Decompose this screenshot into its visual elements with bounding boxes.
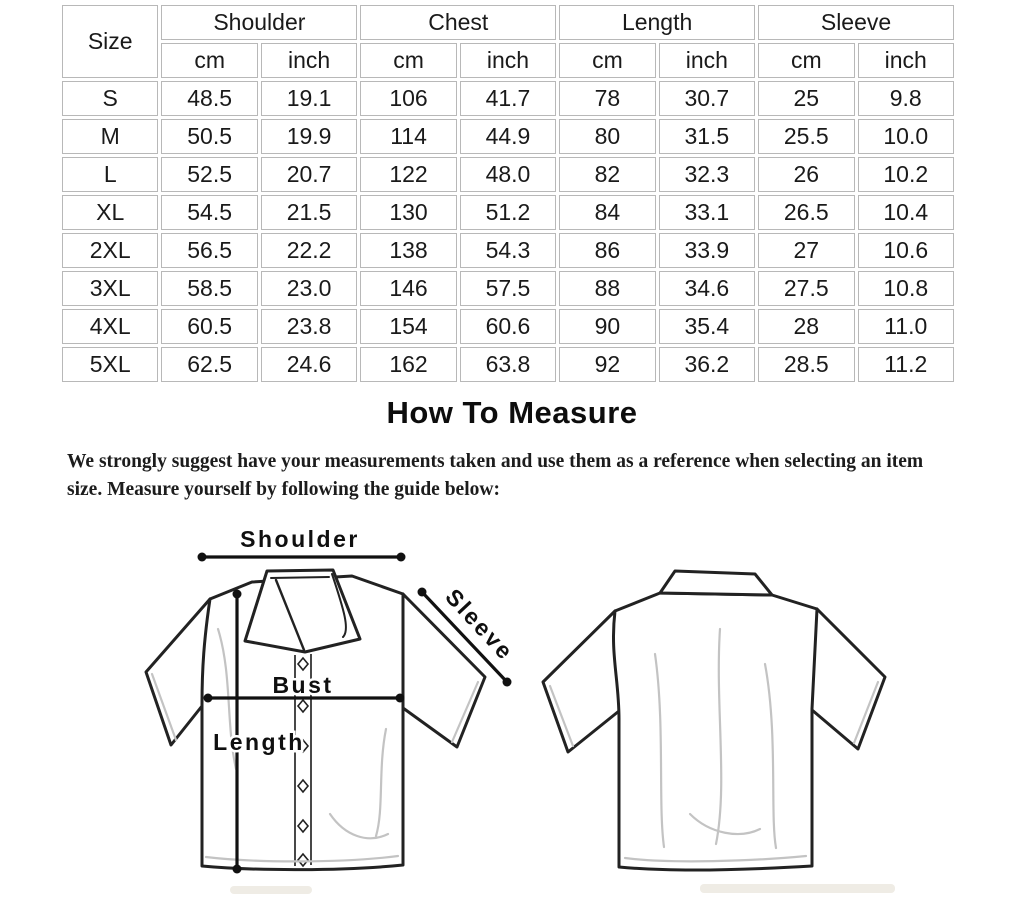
measurement-cell: 11.0 (858, 309, 955, 344)
measurement-cell: 26 (758, 157, 854, 192)
size-row-5XL (62, 347, 954, 382)
shoulder-label: Shoulder (240, 525, 360, 552)
measurement-cell: 146 (360, 271, 456, 306)
measurement-cell: 80 (559, 119, 655, 154)
size-label-cell: M (62, 119, 158, 154)
measurement-cell: 36.2 (659, 347, 755, 382)
measurement-cell: 27 (758, 233, 854, 268)
measurement-cell: 25 (758, 81, 854, 116)
unit-header-sleeve-cm: cm (758, 43, 854, 78)
measurement-cell: 10.2 (858, 157, 955, 192)
measurement-cell: 25.5 (758, 119, 854, 154)
back-shirt-shadow (700, 884, 895, 893)
measurement-cell: 54.5 (161, 195, 257, 230)
size-row-S (62, 81, 954, 116)
size-table (59, 2, 957, 385)
measurement-cell: 19.1 (261, 81, 357, 116)
unit-header-length-cm: cm (559, 43, 655, 78)
length-label: Length (213, 728, 305, 755)
measurement-cell: 32.3 (659, 157, 755, 192)
measurement-cell: 60.6 (460, 309, 556, 344)
measurement-cell: 20.7 (261, 157, 357, 192)
measurement-cell: 35.4 (659, 309, 755, 344)
measurement-cell: 23.8 (261, 309, 357, 344)
sleeve-label: Sleeve (440, 583, 520, 666)
size-row-4XL (62, 309, 954, 344)
measure-instructions: We strongly suggest have your measurements taken and use them as a reference when selecting an item size. Measure yourself by following the guide below: (67, 451, 924, 501)
measurement-cell: 63.8 (460, 347, 556, 382)
measurement-cell: 31.5 (659, 119, 755, 154)
measurement-cell: 88 (559, 271, 655, 306)
measurement-cell: 10.8 (858, 271, 955, 306)
measurement-cell: 10.6 (858, 233, 955, 268)
measurement-cell: 10.0 (858, 119, 955, 154)
size-label-cell: 4XL (62, 309, 158, 344)
measurement-cell: 19.9 (261, 119, 357, 154)
measurement-cell: 34.6 (659, 271, 755, 306)
size-label-cell: 2XL (62, 233, 158, 268)
front-shirt-shadow (230, 886, 312, 894)
measurement-cell: 130 (360, 195, 456, 230)
measurement-cell: 138 (360, 233, 456, 268)
measurement-cell: 33.9 (659, 233, 755, 268)
front-shirt-outline (146, 570, 485, 870)
bust-label: Bust (272, 671, 334, 698)
measurement-cell: 44.9 (460, 119, 556, 154)
col-header-length: Length (559, 5, 755, 40)
measurement-cell: 26.5 (758, 195, 854, 230)
measurement-cell: 10.4 (858, 195, 955, 230)
size-row-2XL (62, 233, 954, 268)
measurement-cell: 24.6 (261, 347, 357, 382)
measurement-cell: 57.5 (460, 271, 556, 306)
unit-header-shoulder-cm: cm (161, 43, 257, 78)
col-header-shoulder: Shoulder (161, 5, 357, 40)
measurement-cell: 27.5 (758, 271, 854, 306)
measurement-cell: 60.5 (161, 309, 257, 344)
measurement-cell: 106 (360, 81, 456, 116)
size-chart-page (0, 2, 1024, 899)
measurement-cell: 41.7 (460, 81, 556, 116)
size-label-cell: L (62, 157, 158, 192)
unit-header-length-inch: inch (659, 43, 755, 78)
measurement-cell: 56.5 (161, 233, 257, 268)
measurement-cell: 84 (559, 195, 655, 230)
size-label-cell: 3XL (62, 271, 158, 306)
measurement-cell: 154 (360, 309, 456, 344)
measurement-cell: 62.5 (161, 347, 257, 382)
how-to-measure-heading: How To Measure (386, 395, 638, 430)
measurement-cell: 86 (559, 233, 655, 268)
measurement-cell: 9.8 (858, 81, 955, 116)
measurement-cell: 11.2 (858, 347, 955, 382)
shoulder-measure-line (198, 552, 406, 561)
size-row-XL (62, 195, 954, 230)
size-row-L (62, 157, 954, 192)
measurement-cell: 48.5 (161, 81, 257, 116)
measurement-cell: 23.0 (261, 271, 357, 306)
measurement-cell: 21.5 (261, 195, 357, 230)
measure-diagram-area (0, 514, 1024, 899)
measurement-cell: 162 (360, 347, 456, 382)
measurement-cell: 78 (559, 81, 655, 116)
measurement-cell: 30.7 (659, 81, 755, 116)
measurement-cell: 82 (559, 157, 655, 192)
size-row-3XL (62, 271, 954, 306)
measurement-cell: 51.2 (460, 195, 556, 230)
size-table-body (62, 81, 954, 382)
measurement-cell: 58.5 (161, 271, 257, 306)
front-shirt-diagram (140, 514, 520, 879)
col-header-chest: Chest (360, 5, 556, 40)
measurement-cell: 28 (758, 309, 854, 344)
measurement-cell: 48.0 (460, 157, 556, 192)
col-header-size: Size (62, 5, 158, 78)
measurement-cell: 28.5 (758, 347, 854, 382)
unit-header-shoulder-inch: inch (261, 43, 357, 78)
measurement-cell: 90 (559, 309, 655, 344)
measurement-cell: 33.1 (659, 195, 755, 230)
size-label-cell: S (62, 81, 158, 116)
size-table-header (62, 5, 954, 78)
unit-header-sleeve-inch: inch (858, 43, 955, 78)
unit-header-chest-cm: cm (360, 43, 456, 78)
measurement-cell: 22.2 (261, 233, 357, 268)
measurement-cell: 52.5 (161, 157, 257, 192)
measurement-cell: 54.3 (460, 233, 556, 268)
size-row-M (62, 119, 954, 154)
measurement-cell: 92 (559, 347, 655, 382)
back-shirt-diagram (540, 514, 1000, 879)
unit-header-chest-inch: inch (460, 43, 556, 78)
measurement-cell: 50.5 (161, 119, 257, 154)
col-header-sleeve: Sleeve (758, 5, 954, 40)
back-shirt-outline (543, 571, 885, 870)
measurement-cell: 122 (360, 157, 456, 192)
size-label-cell: XL (62, 195, 158, 230)
measurement-cell: 114 (360, 119, 456, 154)
size-label-cell: 5XL (62, 347, 158, 382)
